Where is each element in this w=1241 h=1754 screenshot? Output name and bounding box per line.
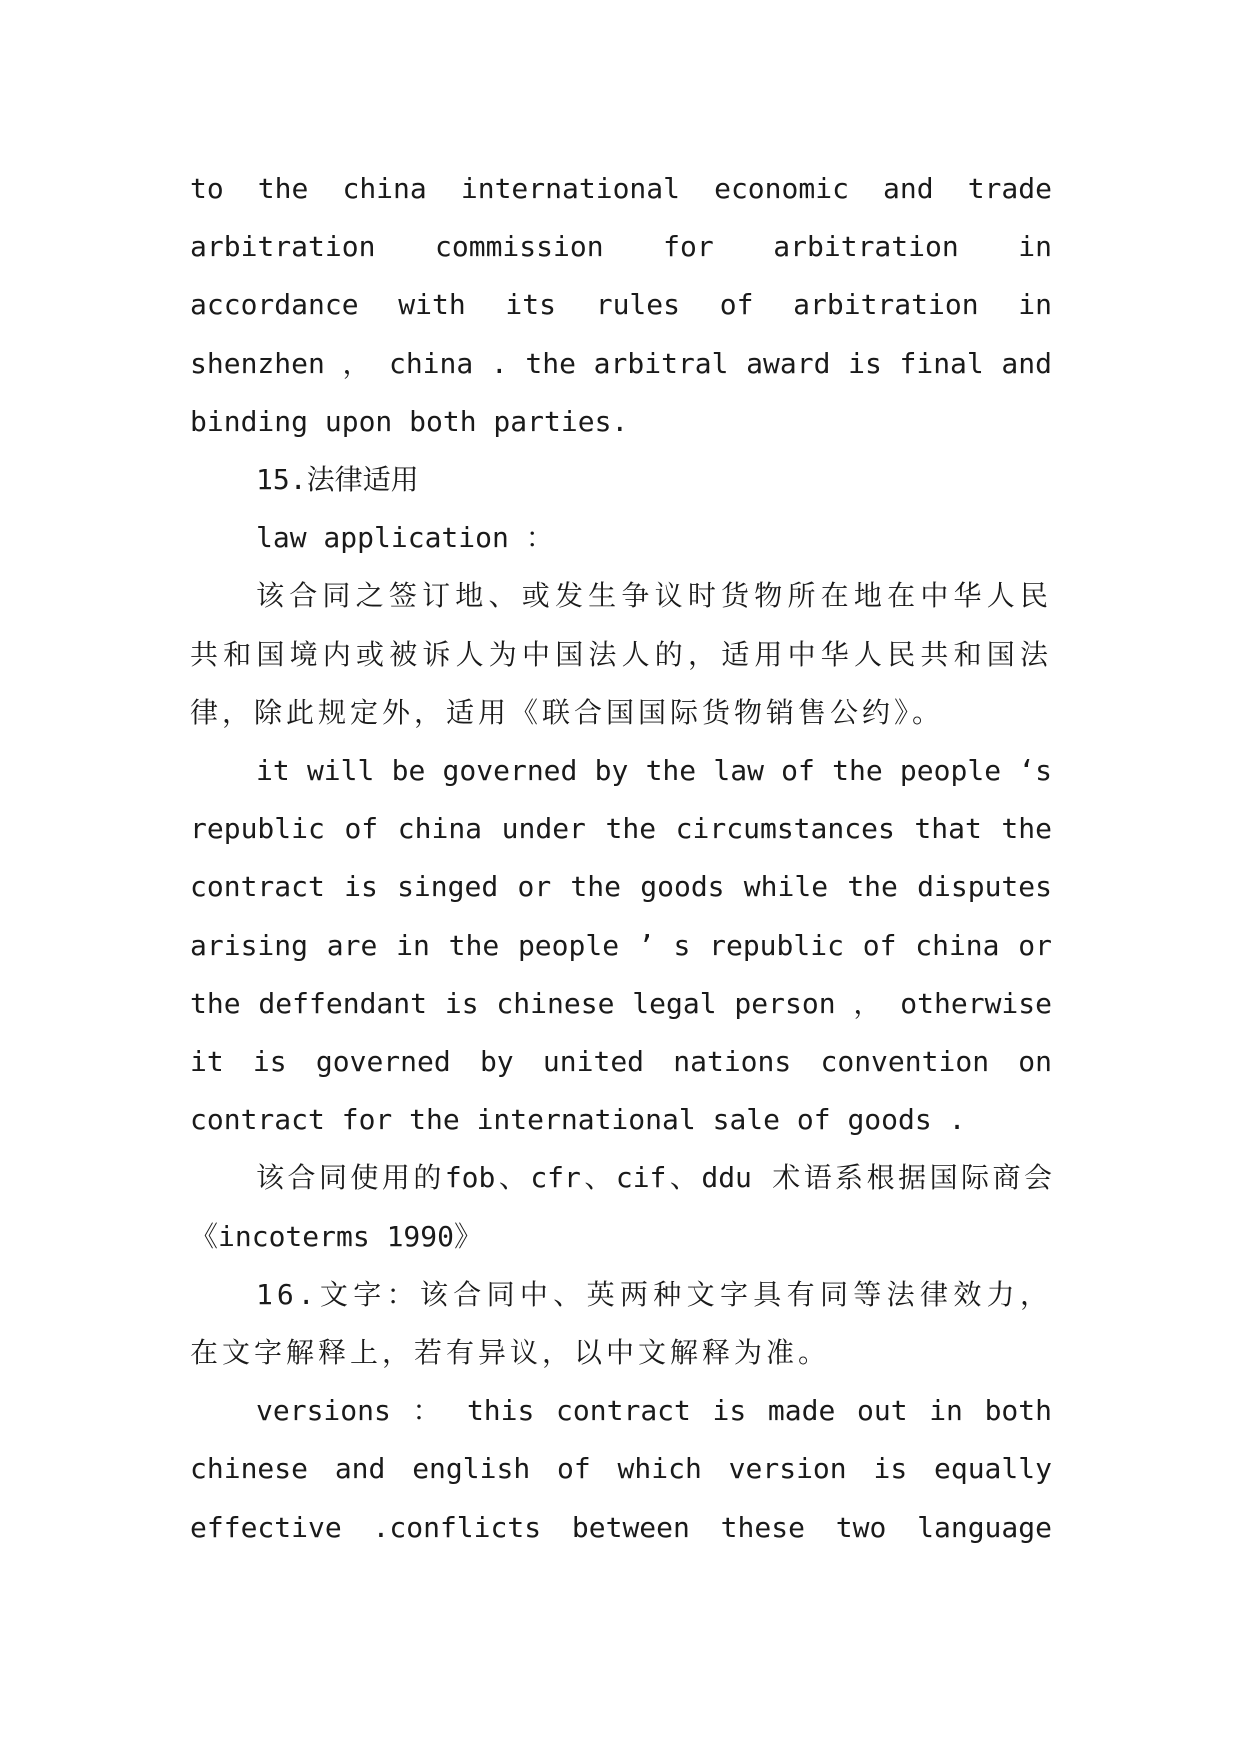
versions-english-paragraph: versions ： this contract is made out in both chinese and english of which version is equally effective .conflicts between these two language <box>190 1394 1052 1544</box>
law-application-english-paragraph: it will be governed by the law of the people ‘s republic of china under the circumstances that the contract is singed or the goods while the disputes arising are in the people ’ s republic of china or the deffendant is chinese legal person ， otherwise it is governed by united nations convention on contract for the international sale of goods . <box>190 754 1052 1137</box>
law-application-chinese-paragraph: 该合同之签订地、或发生争议时货物所在地在中华人民共和国境内或被诉人为中国法人的，适用中华人民共和国法律，除此规定外，适用《联合国国际货物销售公约》。 <box>190 579 1052 729</box>
section-15-heading: 15.法律适用 <box>256 463 419 497</box>
section-16-chinese-paragraph: 16.文字：该合同中、英两种文字具有同等法律效力，在文字解释上，若有异议，以中文解释为准。 <box>190 1277 1052 1370</box>
document-body <box>190 160 1052 1557</box>
incoterms-note-paragraph: 该合同使用的fob、cfr、cif、ddu 术语系根据国际商会《incoterms 1990》 <box>190 1161 1052 1253</box>
arbitration-clause-paragraph: to the china international economic and trade arbitration commission for arbitration in accordance with its rules of arbitration in shenzhen ， china . the arbitral award is final and binding upon both parties. <box>190 172 1052 438</box>
section-15-heading-english: law application ： <box>256 521 554 555</box>
